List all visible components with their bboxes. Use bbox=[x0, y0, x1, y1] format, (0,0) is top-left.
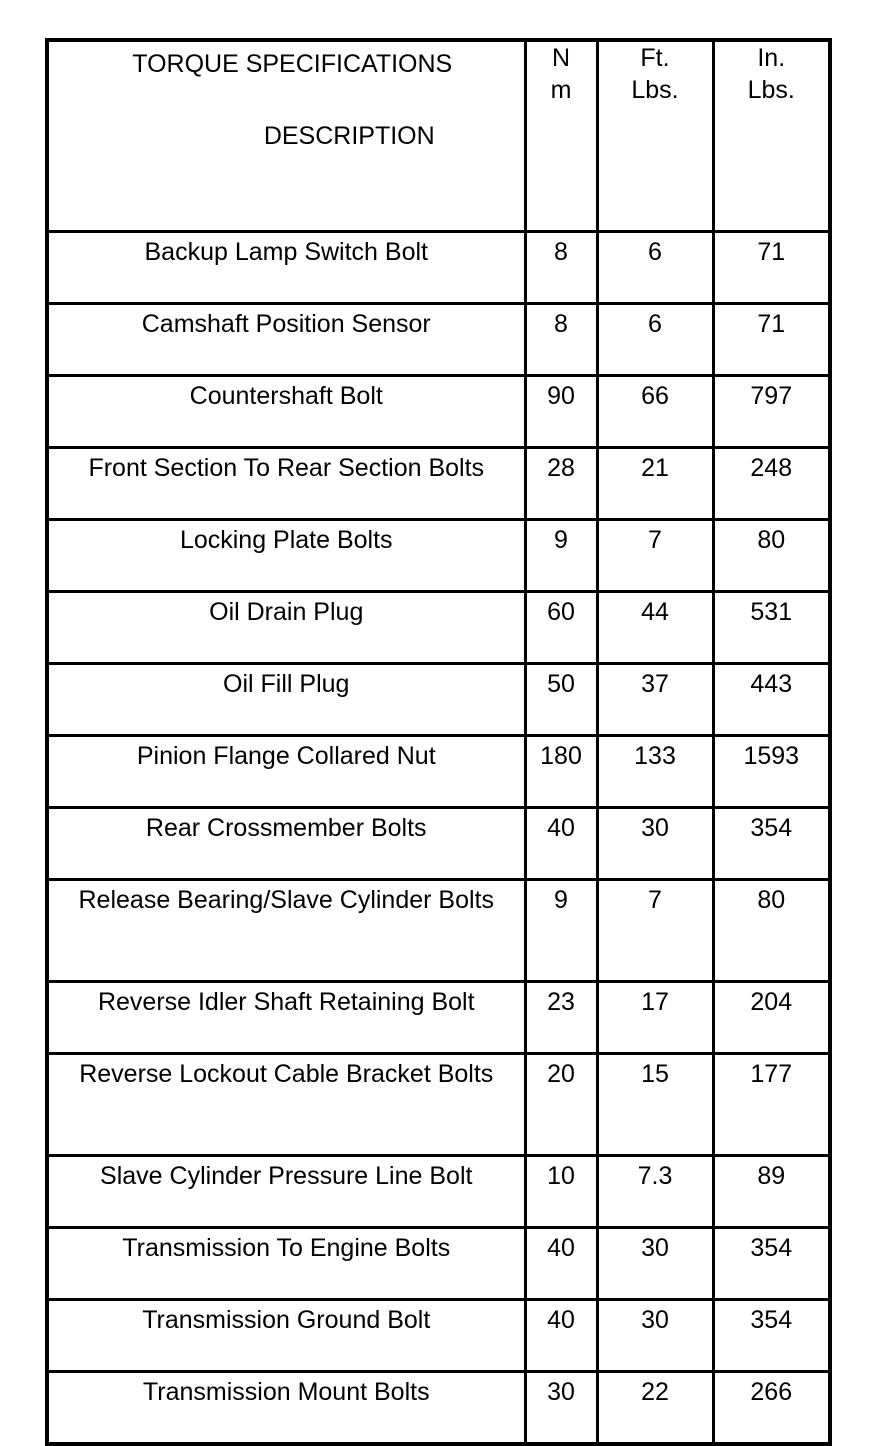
nm-cell: 28 bbox=[525, 448, 597, 520]
description-cell: Rear Crossmember Bolts bbox=[47, 808, 525, 880]
table-row bbox=[47, 448, 830, 520]
in-lbs-header-line2: Lbs. bbox=[747, 76, 795, 104]
description-cell: Front Section To Rear Section Bolts bbox=[47, 448, 525, 520]
nm-cell: 40 bbox=[525, 808, 597, 880]
ft-lbs-cell: 21 bbox=[597, 448, 713, 520]
nm-cell: 180 bbox=[525, 736, 597, 808]
nm-cell: 10 bbox=[525, 1156, 597, 1228]
in-lbs-cell: 797 bbox=[713, 376, 830, 448]
table-row bbox=[47, 1300, 830, 1372]
table-row bbox=[47, 1054, 830, 1156]
table-row bbox=[47, 376, 830, 448]
in-lbs-cell: 89 bbox=[713, 1156, 830, 1228]
description-cell: Transmission Mount Bolts bbox=[47, 1372, 525, 1445]
ft-lbs-header-line2: Lbs. bbox=[631, 76, 679, 104]
table-row bbox=[47, 1228, 830, 1300]
table-header-row bbox=[47, 40, 830, 232]
nm-cell: 90 bbox=[525, 376, 597, 448]
ft-lbs-header-line1: Ft. bbox=[640, 44, 670, 72]
in-lbs-cell: 531 bbox=[713, 592, 830, 664]
table-row bbox=[47, 232, 830, 304]
ft-lbs-cell: 44 bbox=[597, 592, 713, 664]
nm-cell: 8 bbox=[525, 304, 597, 376]
ft-lbs-cell: 7 bbox=[597, 520, 713, 592]
in-lbs-cell: 1593 bbox=[713, 736, 830, 808]
in-lbs-cell: 266 bbox=[713, 1372, 830, 1445]
description-cell: Locking Plate Bolts bbox=[47, 520, 525, 592]
in-lbs-cell: 80 bbox=[713, 520, 830, 592]
ft-lbs-cell: 133 bbox=[597, 736, 713, 808]
ft-lbs-cell: 66 bbox=[597, 376, 713, 448]
nm-cell: 9 bbox=[525, 880, 597, 982]
description-cell: Release Bearing/Slave Cylinder Bolts bbox=[47, 880, 525, 982]
ft-lbs-cell: 6 bbox=[597, 232, 713, 304]
in-lbs-cell: 204 bbox=[713, 982, 830, 1054]
table-title: TORQUE SPECIFICATIONS bbox=[132, 50, 453, 78]
ft-lbs-cell: 6 bbox=[597, 304, 713, 376]
nm-cell: 60 bbox=[525, 592, 597, 664]
table-row bbox=[47, 592, 830, 664]
ft-lbs-cell: 15 bbox=[597, 1054, 713, 1156]
description-header-cell bbox=[47, 40, 525, 232]
ft-lbs-cell: 7.3 bbox=[597, 1156, 713, 1228]
in-lbs-cell: 71 bbox=[713, 232, 830, 304]
nm-cell: 20 bbox=[525, 1054, 597, 1156]
table-row bbox=[47, 304, 830, 376]
ft-lbs-cell: 30 bbox=[597, 1300, 713, 1372]
ft-lbs-cell: 37 bbox=[597, 664, 713, 736]
description-cell: Reverse Idler Shaft Retaining Bolt bbox=[47, 982, 525, 1054]
nm-header-line2: m bbox=[550, 76, 572, 104]
table-row bbox=[47, 1156, 830, 1228]
description-cell: Backup Lamp Switch Bolt bbox=[47, 232, 525, 304]
in-lbs-cell: 177 bbox=[713, 1054, 830, 1156]
nm-cell: 9 bbox=[525, 520, 597, 592]
description-cell: Slave Cylinder Pressure Line Bolt bbox=[47, 1156, 525, 1228]
table-row bbox=[47, 808, 830, 880]
nm-header bbox=[525, 40, 597, 232]
in-lbs-header bbox=[713, 40, 830, 232]
ft-lbs-cell: 7 bbox=[597, 880, 713, 982]
ft-lbs-cell: 17 bbox=[597, 982, 713, 1054]
torque-spec-table bbox=[45, 38, 832, 1446]
in-lbs-header-line1: In. bbox=[757, 44, 786, 72]
nm-cell: 8 bbox=[525, 232, 597, 304]
description-cell: Oil Drain Plug bbox=[47, 592, 525, 664]
nm-header-line1: N bbox=[551, 44, 571, 72]
description-cell: Transmission Ground Bolt bbox=[47, 1300, 525, 1372]
nm-cell: 40 bbox=[525, 1300, 597, 1372]
ft-lbs-header bbox=[597, 40, 713, 232]
table-row bbox=[47, 520, 830, 592]
description-header: DESCRIPTION bbox=[263, 122, 435, 150]
description-cell: Oil Fill Plug bbox=[47, 664, 525, 736]
in-lbs-cell: 71 bbox=[713, 304, 830, 376]
in-lbs-cell: 354 bbox=[713, 1228, 830, 1300]
in-lbs-cell: 354 bbox=[713, 808, 830, 880]
ft-lbs-cell: 30 bbox=[597, 808, 713, 880]
in-lbs-cell: 443 bbox=[713, 664, 830, 736]
table-row bbox=[47, 982, 830, 1054]
description-cell: Pinion Flange Collared Nut bbox=[47, 736, 525, 808]
description-cell: Countershaft Bolt bbox=[47, 376, 525, 448]
description-cell: Transmission To Engine Bolts bbox=[47, 1228, 525, 1300]
table-row bbox=[47, 880, 830, 982]
description-cell: Reverse Lockout Cable Bracket Bolts bbox=[47, 1054, 525, 1156]
ft-lbs-cell: 30 bbox=[597, 1228, 713, 1300]
in-lbs-cell: 354 bbox=[713, 1300, 830, 1372]
in-lbs-cell: 248 bbox=[713, 448, 830, 520]
ft-lbs-cell: 22 bbox=[597, 1372, 713, 1445]
nm-cell: 23 bbox=[525, 982, 597, 1054]
description-cell: Camshaft Position Sensor bbox=[47, 304, 525, 376]
table-row bbox=[47, 664, 830, 736]
table-row bbox=[47, 1372, 830, 1445]
nm-cell: 40 bbox=[525, 1228, 597, 1300]
in-lbs-cell: 80 bbox=[713, 880, 830, 982]
nm-cell: 30 bbox=[525, 1372, 597, 1445]
table-row bbox=[47, 736, 830, 808]
nm-cell: 50 bbox=[525, 664, 597, 736]
